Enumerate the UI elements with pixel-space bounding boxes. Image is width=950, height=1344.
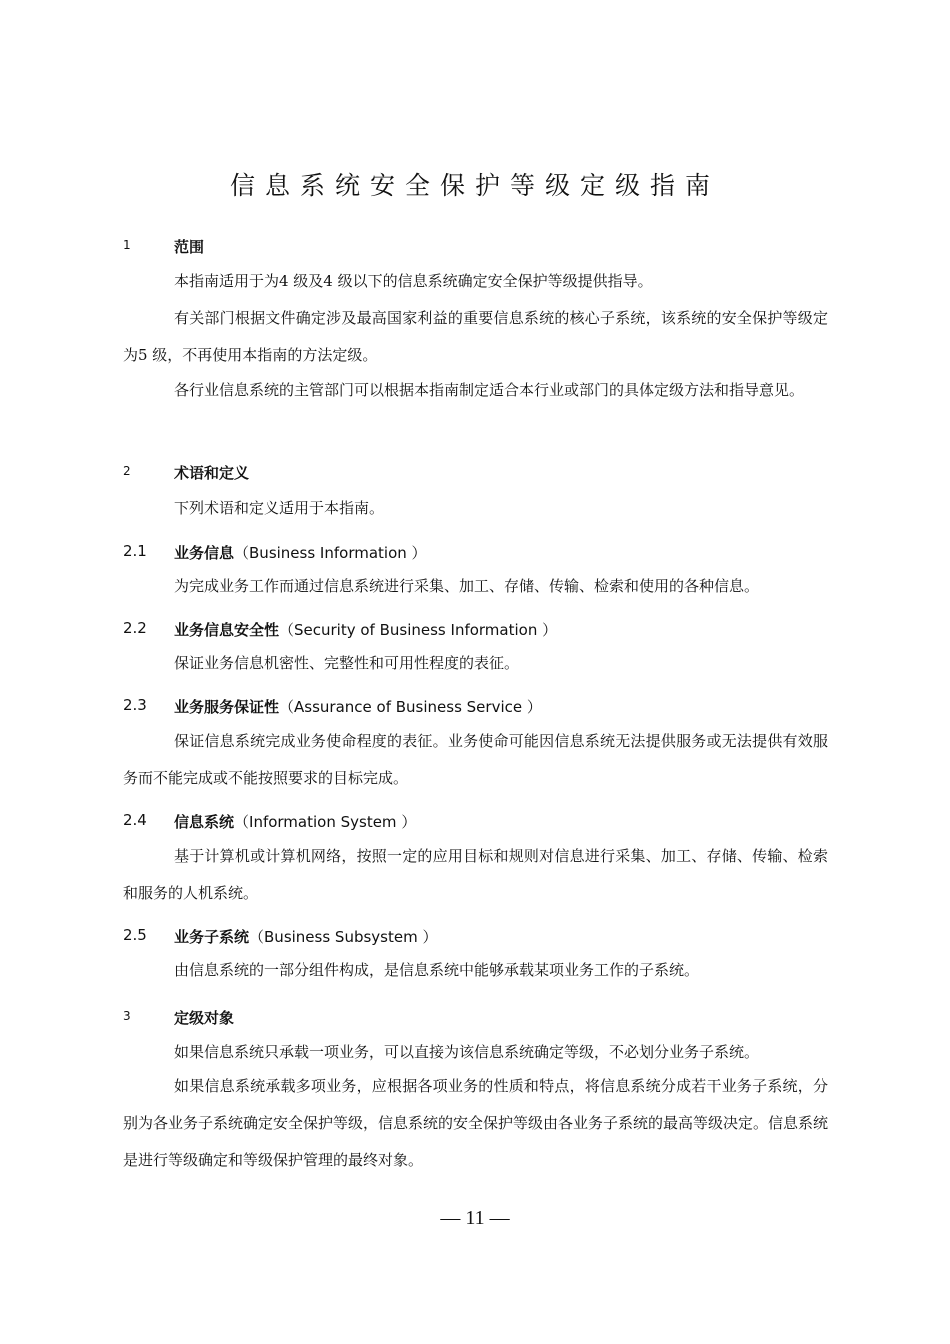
section-title: 定级对象 (174, 1009, 235, 1027)
section-heading-3 (123, 1007, 828, 1031)
section-title: 业务服务保证性（Assurance of Business Service ） (174, 698, 542, 716)
section-title: 业务子系统（Business Subsystem ） (174, 928, 438, 946)
section-heading-2-1 (123, 542, 828, 566)
section-number: 2.3 (123, 696, 147, 714)
section-heading-2-4 (123, 811, 828, 835)
paragraph: 下列术语和定义适用于本指南。 (174, 499, 385, 517)
paragraph: 如果信息系统只承载一项业务，可以直接为该信息系统确定等级，不必划分业务子系统。 (174, 1043, 760, 1061)
section-title: 业务信息（Business Information ） (174, 544, 427, 562)
paragraph: 有关部门根据文件确定涉及最高国家利益的重要信息系统的核心子系统，该系统的安全保护等级定为5 级，不再使用本指南的方法定级。 (123, 309, 828, 364)
section-title: 术语和定义 (174, 464, 250, 482)
paragraph: 由信息系统的一部分组件构成，是信息系统中能够承载某项业务工作的子系统。 (174, 961, 700, 979)
section-heading-2-5 (123, 926, 828, 950)
section-number: 2 (123, 464, 131, 478)
section-title: 范围 (174, 238, 205, 256)
section-heading-2-2 (123, 619, 828, 643)
paragraph: 本指南适用于为4 级及4 级以下的信息系统确定安全保护等级提供指导。 (174, 272, 653, 290)
section-heading-2-3 (123, 696, 828, 720)
section-heading-2 (123, 462, 828, 486)
paragraph: 为完成业务工作而通过信息系统进行采集、加工、存储、传输、检索和使用的各种信息。 (174, 577, 760, 595)
page-number: — 11 — (440, 1207, 510, 1229)
paragraph: 各行业信息系统的主管部门可以根据本指南制定适合本行业或部门的具体定级方法和指导意见。 (174, 381, 805, 399)
paragraph: 保证业务信息机密性、完整性和可用性程度的表征。 (174, 654, 520, 672)
section-number: 1 (123, 238, 131, 252)
section-number: 3 (123, 1009, 131, 1023)
section-heading-1 (123, 236, 828, 260)
document-title: 信息系统安全保护等级定级指南 (229, 171, 720, 200)
paragraph: 基于计算机或计算机网络，按照一定的应用目标和规则对信息进行采集、加工、存储、传输、检索和服务的人机系统。 (123, 847, 828, 902)
section-title: 业务信息安全性（Security of Business Information ） (174, 621, 558, 639)
section-number: 2.1 (123, 542, 147, 560)
section-number: 2.2 (123, 619, 147, 637)
section-title: 信息系统（Information System ） (174, 813, 417, 831)
section-number: 2.4 (123, 811, 147, 829)
paragraph: 保证信息系统完成业务使命程度的表征。业务使命可能因信息系统无法提供服务或无法提供有效服务而不能完成或不能按照要求的目标完成。 (123, 732, 828, 787)
section-number: 2.5 (123, 926, 147, 944)
paragraph: 如果信息系统承载多项业务，应根据各项业务的性质和特点，将信息系统分成若干业务子系统，分别为各业务子系统确定安全保护等级，信息系统的安全保护等级由各业务子系统的最高等级决定。信息系统是进行等级确定和等级保护管理的最终对象。 (123, 1077, 829, 1169)
